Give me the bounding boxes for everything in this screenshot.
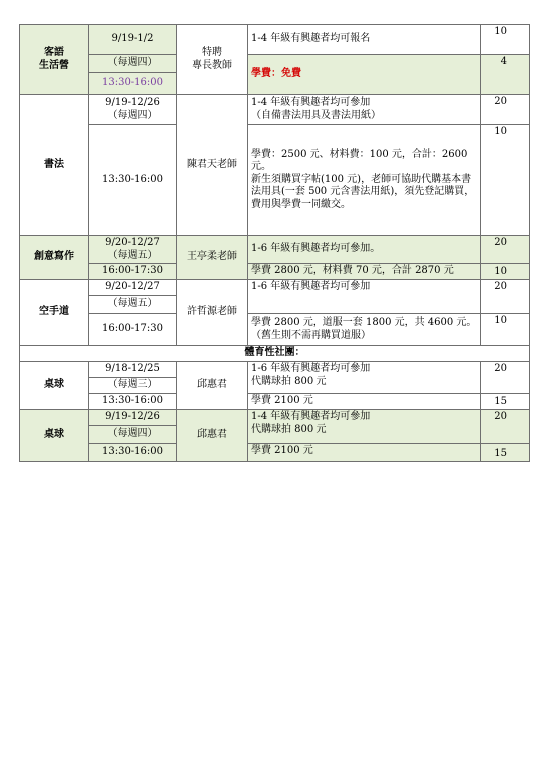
table-row (20, 362, 530, 378)
eligibility-text: 1-4 年級有興趣者均可參加 （自備書法用具及書法用紙） (248, 95, 481, 125)
club-name: 書法 (20, 95, 89, 236)
capacity-value: 20 (481, 362, 530, 394)
minimum-value: 4 (481, 55, 530, 95)
fee-text: 學費 2800 元，道服一套 1800 元，共 4600 元。 （舊生則不需再購買道服） (248, 314, 481, 346)
capacity-value: 20 (481, 280, 530, 314)
table-row (20, 346, 530, 362)
time-range: 16:00-17:30 (89, 314, 177, 346)
teacher-name: 特聘 專長教師 (177, 25, 248, 95)
eligibility-text: 1-6 年級有興趣者均可參加。 (248, 236, 481, 264)
table-row (20, 314, 530, 346)
fee-text: 學費 2100 元 (248, 444, 481, 462)
time-range: 16:00-17:30 (89, 264, 177, 280)
minimum-value: 15 (481, 444, 530, 462)
fee-text: 學費 2100 元 (248, 394, 481, 410)
minimum-value: 10 (481, 125, 530, 236)
date-range: 9/19-12/26 （每週四） (89, 95, 177, 125)
section-title: 體育性社團： (20, 346, 530, 362)
teacher-name: 許哲源老師 (177, 280, 248, 346)
eligibility-text: 1-6 年級有興趣者均可參加 代購球拍 800 元 (248, 362, 481, 394)
club-name: 桌球 (20, 362, 89, 410)
teacher-name: 陳君天老師 (177, 95, 248, 236)
club-name: 空手道 (20, 280, 89, 346)
table-row (20, 280, 530, 296)
table-row (20, 25, 530, 55)
time-range: 13:30-16:00 (89, 73, 177, 95)
capacity-value: 20 (481, 236, 530, 264)
teacher-name: 邱惠君 (177, 362, 248, 410)
club-schedule-table (19, 24, 530, 462)
minimum-value: 10 (481, 264, 530, 280)
time-range: 13:30-16:00 (89, 394, 177, 410)
table-row (20, 125, 530, 236)
time-range: 13:30-16:00 (89, 125, 177, 236)
weekday: （每週四） (89, 426, 177, 444)
teacher-name: 邱惠君 (177, 410, 248, 462)
time-range: 13:30-16:00 (89, 444, 177, 462)
weekday: （每週四） (89, 55, 177, 73)
table-row (20, 236, 530, 264)
date-range: 9/19-12/26 (89, 410, 177, 426)
fee-text: 學費 2800 元，材料費 70 元，合計 2870 元 (248, 264, 481, 280)
table-row (20, 394, 530, 410)
eligibility-text: 1-4 年級有興趣者均可參加 代購球拍 800 元 (248, 410, 481, 444)
capacity-value: 20 (481, 95, 530, 125)
table-row (20, 264, 530, 280)
date-range: 9/20-12/27 (89, 280, 177, 296)
minimum-value: 15 (481, 394, 530, 410)
table-row (20, 55, 530, 73)
weekday: （每週三） (89, 378, 177, 394)
fee-text: 學費：2500 元、材料費：100 元，合計：2600 元。 新生須購買字帖(100 元)，老師可協助代購基本書法用具(一套 500 元含書法用紙)，須先登記購買，費用與學費一同繳交。 (248, 125, 481, 236)
date-range: 9/20-12/27 （每週五） (89, 236, 177, 264)
date-range: 9/18-12/25 (89, 362, 177, 378)
fee-text: 學費：免費 (248, 55, 481, 95)
club-name: 創意寫作 (20, 236, 89, 280)
minimum-value: 10 (481, 314, 530, 346)
eligibility-text: 1-4 年級有興趣者均可報名 (248, 25, 481, 55)
teacher-name: 王亭柔老師 (177, 236, 248, 280)
club-name: 桌球 (20, 410, 89, 462)
club-name: 客語 生活營 (20, 25, 89, 95)
table-row (20, 95, 530, 125)
capacity-value: 10 (481, 25, 530, 55)
table-row (20, 444, 530, 462)
capacity-value: 20 (481, 410, 530, 444)
weekday: （每週五） (89, 296, 177, 314)
table-row (20, 410, 530, 426)
date-range: 9/19-1/2 (89, 25, 177, 55)
eligibility-text: 1-6 年級有興趣者均可參加 (248, 280, 481, 314)
